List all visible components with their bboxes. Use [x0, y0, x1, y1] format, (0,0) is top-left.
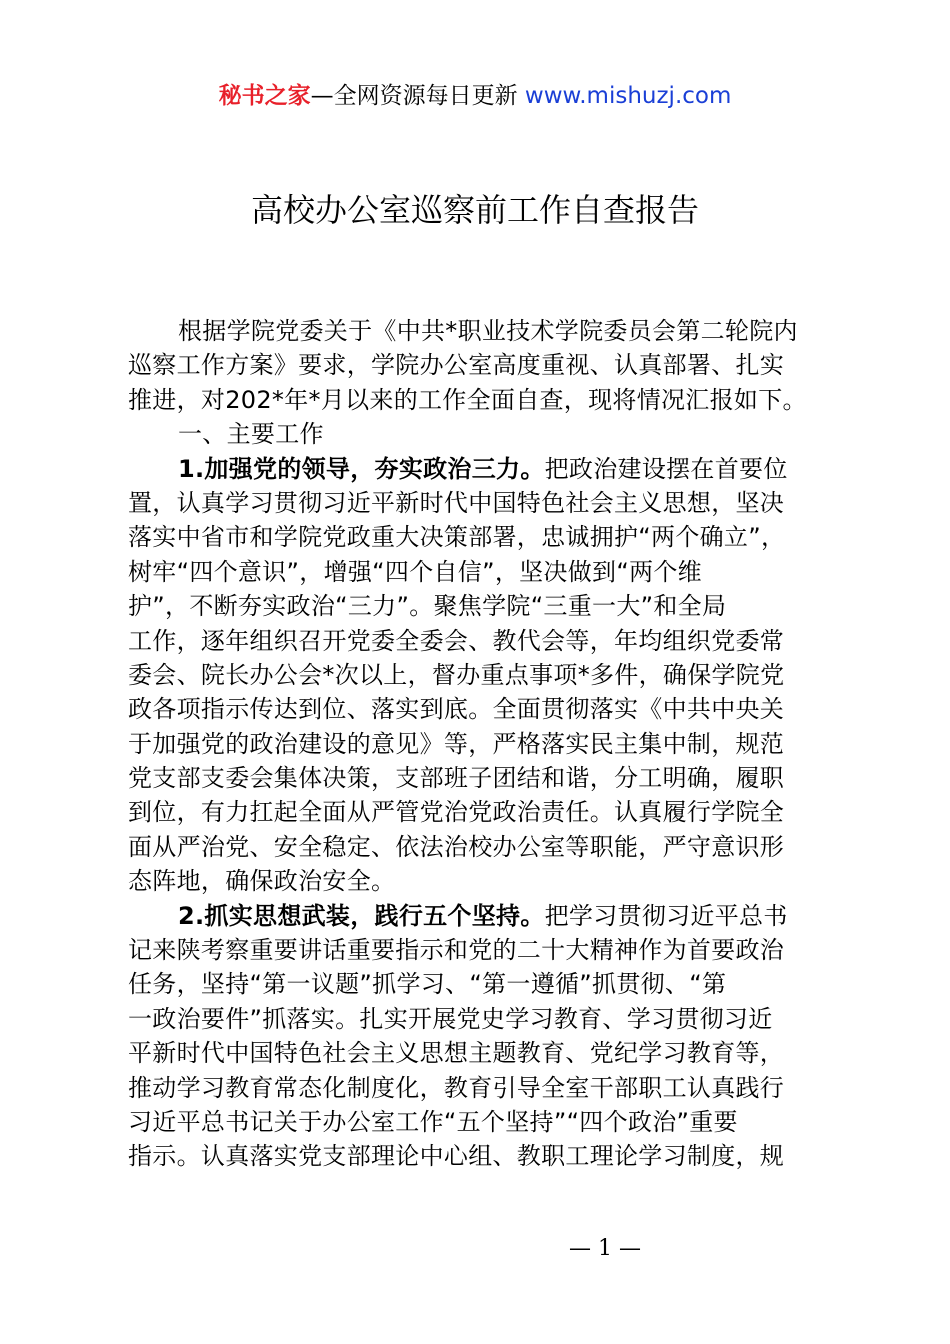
- body-line: [128, 795, 832, 829]
- body-line-text: 树牢“四个意识”，增强“四个自信”，坚决做到“两个维: [128, 557, 702, 586]
- document-body: [128, 314, 832, 1174]
- body-line: [128, 1002, 832, 1036]
- body-line-text: 指示。认真落实党支部理论中心组、教职工理论学习制度，规: [128, 1142, 785, 1171]
- body-line: [128, 864, 832, 898]
- body-line: [128, 348, 832, 382]
- site-header: [0, 80, 950, 112]
- page-number: — 1 —: [569, 1236, 641, 1261]
- body-line: [128, 452, 832, 486]
- body-line: [128, 692, 832, 726]
- body-line: [128, 761, 832, 795]
- site-brand: 秘书之家: [218, 83, 311, 109]
- body-line-text: 于加强党的政治建设的意见》等，严格落实民主集中制，规范: [128, 729, 785, 758]
- body-line-text: 到位，有力扛起全面从严管党治党政治责任。认真履行学院全: [128, 798, 785, 827]
- body-line-text: 把学习贯彻习近平总书: [544, 901, 788, 930]
- body-line: [128, 383, 832, 417]
- body-line: [128, 1139, 832, 1173]
- body-line: [128, 1071, 832, 1105]
- body-line-text: 把政治建设摆在首要位: [544, 454, 788, 483]
- site-url-link[interactable]: www.mishuzj.com: [524, 83, 732, 109]
- body-line-text: 护”，不断夯实政治“三力”。聚焦学院“三重一大”和全局: [128, 592, 727, 621]
- body-line-text: 党支部支委会集体决策，支部班子团结和谐，分工明确，履职: [128, 764, 785, 793]
- body-line: [128, 658, 832, 692]
- body-line-text: 一政治要件”抓落实。扎实开展党史学习教育、学习贯彻习近: [128, 1004, 773, 1033]
- body-line: [128, 624, 832, 658]
- body-line: [128, 314, 832, 348]
- section-heading: 1.加强党的领导，夯实政治三力。: [178, 454, 545, 483]
- body-line: [128, 1105, 832, 1139]
- body-line-text: 巡察工作方案》要求，学院办公室高度重视、认真部署、扎实: [128, 351, 785, 380]
- body-line-text: 置，认真学习贯彻习近平新时代中国特色社会主义思想，坚决: [128, 488, 785, 517]
- body-line-text: 平新时代中国特色社会主义思想主题教育、党纪学习教育等，: [128, 1039, 785, 1068]
- document-title: 高校办公室巡察前工作自查报告: [250, 191, 699, 229]
- body-line-text: 根据学院党委关于《中共*职业技术学院委员会第二轮院内: [178, 317, 798, 345]
- body-line: [128, 1036, 832, 1070]
- body-line-text: 推进，对202*年*月以来的工作全面自查，现将情况汇报如下。: [128, 385, 807, 414]
- site-tagline: —全网资源每日更新: [310, 83, 525, 109]
- body-line-text: 委会、院长办公会*次以上，督办重点事项*多件，确保学院党: [128, 660, 785, 689]
- body-line-text: 推动学习教育常态化制度化，教育引导全室干部职工认真践行: [128, 1073, 785, 1102]
- body-line: [128, 486, 832, 520]
- body-line-text: 落实中省市和学院党政重大决策部署，忠诚拥护“两个确立”，: [128, 523, 786, 552]
- body-line: [128, 899, 832, 933]
- body-line-text: 政各项指示传达到位、落实到底。全面贯彻落实《中共中央关: [128, 695, 785, 724]
- body-line: [128, 967, 832, 1001]
- body-line-text: 面从严治党、安全稳定、依法治校办公室等职能，严守意识形: [128, 832, 785, 861]
- section-heading: 2.抓实思想武装，践行五个坚持。: [178, 901, 545, 930]
- body-line: [128, 589, 832, 623]
- body-line-text: 记来陕考察重要讲话重要指示和党的二十大精神作为首要政治: [128, 936, 785, 965]
- body-line-text: 工作，逐年组织召开党委全委会、教代会等，年均组织党委常: [128, 626, 785, 655]
- body-line-text: 任务，坚持“第一议题”抓学习、“第一遵循”抓贯彻、“第: [128, 970, 727, 999]
- body-line: [128, 727, 832, 761]
- body-line: [128, 520, 832, 554]
- body-line: [128, 933, 832, 967]
- body-line-text: 一、主要工作: [178, 420, 324, 449]
- body-line: [128, 830, 832, 864]
- body-line: [128, 417, 832, 451]
- body-line-text: 习近平总书记关于办公室工作“五个坚持”“四个政治”重要: [128, 1107, 738, 1136]
- body-line: [128, 555, 832, 589]
- body-line-text: 态阵地，确保政治安全。: [128, 867, 396, 896]
